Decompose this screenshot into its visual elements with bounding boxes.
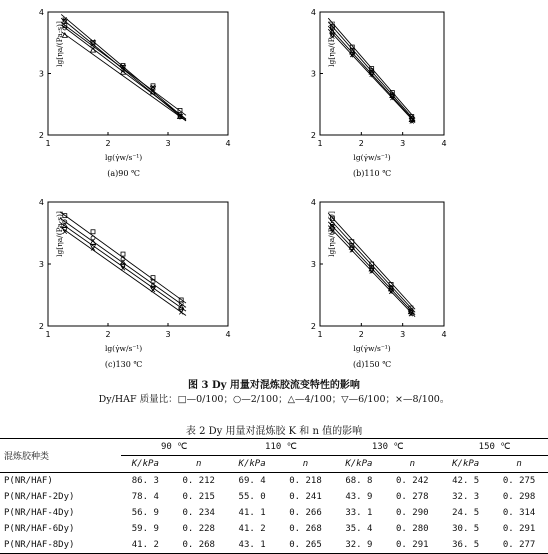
cell: 78. 4 [131,492,159,502]
figure-title: 图 3 Dy 用量对混炼胶流变特性的影响 [188,380,360,391]
row-name: P(NR/HAF-4Dy) [4,508,75,518]
cell: 32. 9 [334,537,383,554]
cell: 0. 291 [383,537,441,554]
y-axis-label: lg[ηa/(Pa·s)] [55,21,64,67]
row-name: P(NR/HAF) [4,476,53,486]
figure-legend: Dy/HAF 质量比：□—0/100；○—2/100；△—4/100；▽—6/100；×—8/100。 [98,394,450,405]
plot-frame [320,202,444,326]
x-tick-label: 3 [165,330,171,339]
y-tick-label: 3 [38,260,44,269]
fit-line [328,22,415,121]
chart-panel [311,8,447,178]
data-point [151,85,155,89]
cell: 0. 275 [502,476,536,486]
sub-header-n: n [277,456,335,473]
y-axis-label: lg[ηa/(Pa·s)] [55,211,64,257]
chart-panel [39,198,231,369]
cell: 0. 290 [396,508,429,518]
panel-label: (c)130 ℃ [104,360,143,369]
row-header: 混炼胶种类 [0,439,121,473]
x-tick-label: 3 [165,139,171,148]
row-name: P(NR/HAF-6Dy) [4,524,75,534]
x-tick-label: 4 [225,330,231,339]
row-name: P(NR/HAF-2Dy) [4,492,75,502]
data-point [91,40,95,44]
y-tick-label: 2 [310,322,316,331]
plot-frame [48,12,228,135]
x-tick-label: 2 [358,139,364,148]
x-axis-label: lg(γ̇w/s⁻¹) [104,153,143,162]
cell: 35. 4 [345,524,373,534]
fit-line [60,212,186,303]
x-tick-label: 2 [105,139,111,148]
sub-header-n: n [383,456,441,473]
data-table [0,438,548,554]
y-tick-label: 3 [38,69,44,79]
cell: 30. 5 [452,524,480,534]
y-tick-label: 4 [310,198,316,207]
cell: 0. 212 [182,476,215,486]
cell: 69. 4 [238,476,266,486]
chart-panel [311,198,447,369]
cell: 41. 2 [238,524,266,534]
cell: 0. 291 [502,524,536,534]
cell: 0. 278 [396,492,429,502]
cell: 33. 1 [345,508,373,518]
y-tick-label: 2 [38,322,44,331]
fit-line [60,218,186,307]
cell: 0. 277 [490,537,548,554]
fit-line [328,213,415,309]
y-axis-label: lg[ηa/(Pa·s)] [327,211,336,257]
panel-label: (b)110 ℃ [353,169,392,178]
cell: 86. 3 [131,476,159,486]
cell: 0. 218 [289,476,322,486]
y-tick-label: 4 [310,8,316,17]
x-tick-label: 4 [441,139,447,148]
fit-line [60,227,186,316]
group-header: 90 ℃ [121,439,228,456]
cell: 43. 1 [228,537,277,554]
cell: 32. 3 [452,492,480,502]
cell: 0. 298 [502,492,536,502]
x-axis-label: lg(γ̇w/s⁻¹) [104,344,143,353]
sub-header-n: n [170,456,228,473]
data-point [121,252,125,256]
data-point [91,230,95,234]
sub-header-k: K/kPa [228,456,277,473]
cell: 0. 228 [182,524,215,534]
panel-label: (d)150 ℃ [353,360,392,369]
x-tick-label: 3 [400,139,406,148]
group-header: 110 ℃ [228,439,335,456]
y-tick-label: 2 [310,131,316,140]
cell: 41. 1 [238,508,266,518]
x-tick-label: 1 [45,330,51,339]
sub-header-k: K/kPa [121,456,170,473]
cell: 0. 314 [502,508,536,518]
cell: 24. 5 [452,508,480,518]
x-tick-label: 4 [441,330,447,339]
plot-frame [48,202,228,326]
cell: 0. 266 [289,508,322,518]
x-tick-label: 3 [400,330,406,339]
group-header: 130 ℃ [334,439,441,456]
table-title: 表 2 Dy 用量对混炼胶 K 和 n 值的影响 [185,426,363,437]
x-tick-label: 1 [317,139,323,148]
table-row [0,473,548,490]
cell: 42. 5 [452,476,480,486]
y-tick-label: 2 [38,131,44,140]
cell: 68. 8 [345,476,373,486]
x-tick-label: 1 [317,330,323,339]
cell: 0. 265 [277,537,335,554]
cell: 43. 9 [345,492,373,502]
cell: 0. 241 [289,492,322,502]
cell: 56. 9 [131,508,159,518]
y-tick-label: 4 [38,198,44,207]
table-row [0,521,548,537]
table-row [0,489,548,505]
fit-line [61,32,186,121]
fit-line [60,222,186,311]
x-tick-label: 1 [45,139,51,148]
cell: 0. 268 [170,537,228,554]
panel-label: (a)90 ℃ [107,169,140,178]
table-row [0,505,548,521]
cell: 55. 0 [238,492,266,502]
cell: 0. 234 [182,508,215,518]
sub-header-k: K/kPa [441,456,490,473]
cell: 0. 242 [396,476,429,486]
cell: 41. 2 [121,537,170,554]
x-axis-label: lg(γ̇w/s⁻¹) [353,153,391,162]
chart-panel [39,8,231,178]
x-tick-label: 2 [358,330,364,339]
row-name: P(NR/HAF-8Dy) [0,537,121,554]
table-row [0,537,548,554]
y-tick-label: 3 [310,69,316,79]
cell: 59. 9 [131,524,159,534]
x-tick-label: 2 [105,330,111,339]
cell: 0. 268 [289,524,322,534]
sub-header-k: K/kPa [334,456,383,473]
cell: 36. 5 [441,537,490,554]
group-header: 150 ℃ [441,439,548,456]
cell: 0. 215 [182,492,215,502]
y-tick-label: 4 [38,8,44,17]
data-point [179,310,183,314]
cell: 0. 280 [396,524,429,534]
y-axis-label: lg[ηa/(Pa·s)] [327,21,336,67]
x-axis-label: lg(γ̇w/s⁻¹) [353,344,391,353]
y-tick-label: 3 [310,260,316,269]
x-tick-label: 4 [225,139,231,148]
sub-header-n: n [490,456,548,473]
